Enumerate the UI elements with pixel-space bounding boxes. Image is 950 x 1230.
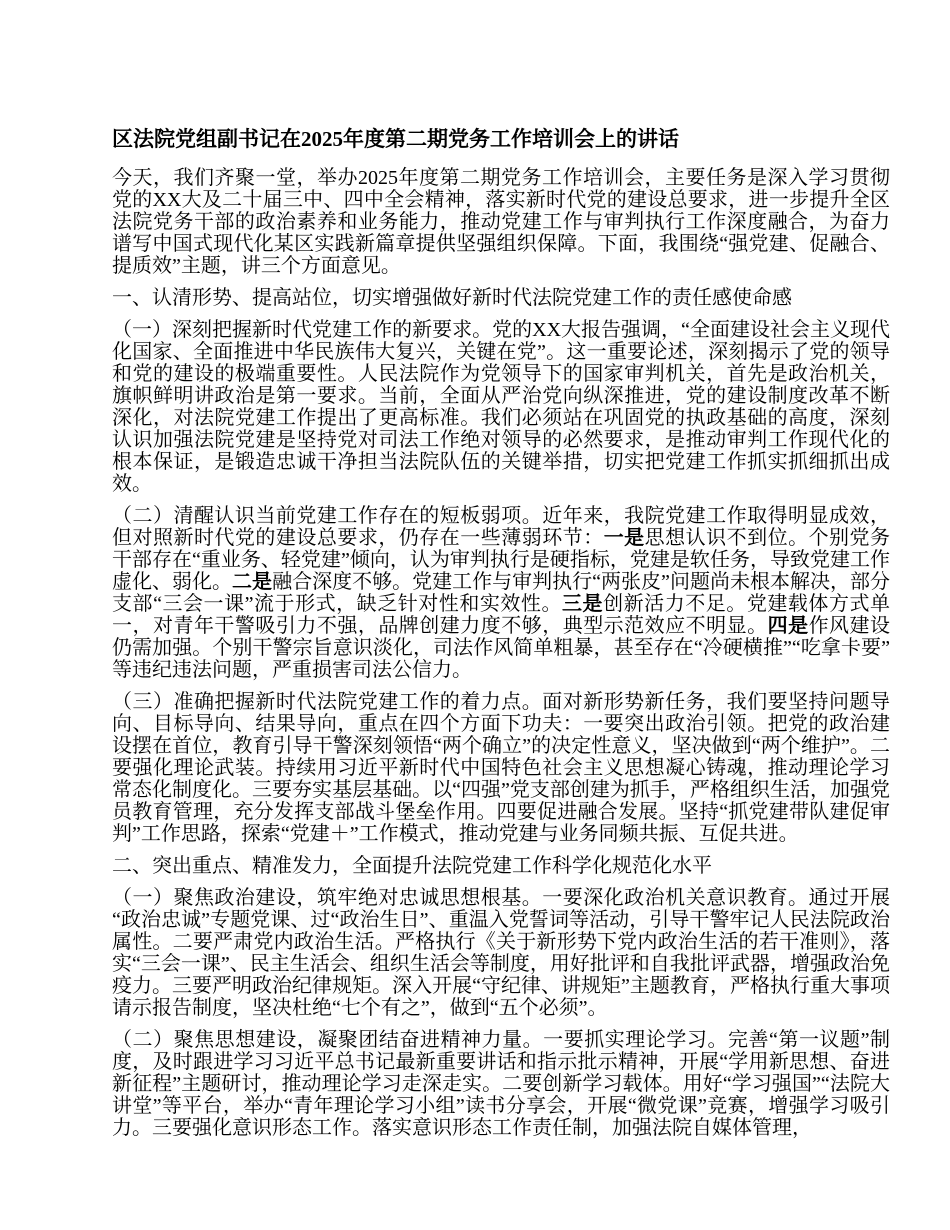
section1-heading: 一、认清形势、提高站位，切实增强做好新时代法院党建工作的责任感使命感 [112,287,792,309]
s1p2-bold-yishi: 一是 [603,527,645,549]
section2-heading: 二、突出重点、精准发力，全面提升法院党建工作科学化规范化水平 [112,855,712,877]
section1-paragraph-2 [112,505,890,681]
section2-paragraph-2: （二）聚焦思想建设，凝聚团结奋进精神力量。一要抓实理论学习。完善“第一议题”制度，及时跟进学习习近平总书记最新重要讲话和指示批示精神，开展“学用新思想、奋进新征程”主题研讨，推动理论学习走深走实。二要创新学习载体。用好“学习强国”“法院大讲堂”等平台，举办“青年理论学习小组”读书分享会，开展“微党课”竞赛，增强学习吸引力。三要强化意识形态工作。落实意识形态工作责任制，加强法院自媒体管理， [112,1029,890,1139]
section2-paragraph-1: （一）聚焦政治建设，筑牢绝对忠诚思想根基。一要深化政治机关意识教育。通过开展“政治忠诚”专题党课、过“政治生日”、重温入党誓词等活动，引导干警牢记人民法院政治属性。二要严肃党内政治生活。严格执行《关于新形势下党内政治生活的若干准则》，落实“三会一课”、民主生活会、组织生活会等制度，用好批评和自我批评武器，增强政治免疫力。三要严明政治纪律规矩。深入开展“守纪律、讲规矩”主题教育，严格执行重大事项请示报告制度，坚决杜绝“七个有之”，做到“五个必须”。 [112,887,890,1019]
s1p2-bold-sanshi: 三是 [562,593,604,615]
s1p2-seg0: （二）清醒认识当前党建工作存在的短板弱项。近年来，我院党建工作取得明显成效，但对照新时代党的建设总要求，仍存在一些薄弱环节： [112,505,890,549]
section1-paragraph-1: （一）深刻把握新时代党建工作的新要求。党的XX大报告强调，“全面建设社会主义现代化国家、全面推进中华民族伟大复兴，关键在党”。这一重要论述，深刻揭示了党的领导和党的建设的极端重要性。人民法院作为党领导下的国家审判机关，首先是政治机关，旗帜鲜明讲政治是第一要求。当前，全面从严治党向纵深推进，党的建设制度改革不断深化，对法院党建工作提出了更高标准。我们必须站在巩固党的执政基础的高度，深刻认识加强法院党建是坚持党对司法工作绝对领导的必然要求，是推动审判工作现代化的根本保证，是锻造忠诚干净担当法院队伍的关键举措，切实把党建工作抓实抓细抓出成效。 [112,319,890,495]
s1p2-bold-ershi: 二是 [232,571,273,593]
s1p2-seg1: 思想认识不到位。个别党务干部存在“重业务、轻党建”倾向，认为审判执行是硬指标，党建是软任务，导致党建工作虚化、弱化。 [112,527,891,593]
s1p2-seg2: 融合深度不够。党建工作与审判执行“两张皮”问题尚未根本解决，部分支部“三会一课”流于形式，缺乏针对性和实效性。 [112,571,891,615]
document-title: 区法院党组副书记在2025年度第二期党务工作培训会上的讲话 [112,127,679,151]
s1p2-seg4: 作风建设仍需加强。个别干警宗旨意识淡化，司法作风简单粗暴，甚至存在“冷硬横推”“吃拿卡要”等违纪违法问题，严重损害司法公信力。 [112,615,891,681]
intro-paragraph: 今天，我们齐聚一堂，举办2025年度第二期党务工作培训会，主要任务是深入学习贯彻党的XX大及二十届三中、四中全会精神，落实新时代党的建设总要求，进一步提升全区法院党务干部的政治素养和业务能力，推动党建工作与审判执行工作深度融合，为奋力谱写中国式现代化某区实践新篇章提供坚强组织保障。下面，我围绕“强党建、促融合、提质效”主题，讲三个方面意见。 [112,167,890,277]
section1-paragraph-3: （三）准确把握新时代法院党建工作的着力点。面对新形势新任务，我们要坚持问题导向、目标导向、结果导向，重点在四个方面下功夫：一要突出政治引领。把党的政治建设摆在首位，教育引导干警深刻领悟“两个确立”的决定性意义，坚决做到“两个维护”。二要强化理论武装。持续用习近平新时代中国特色社会主义思想凝心铸魂，推动理论学习常态化制度化。三要夯实基层基础。以“四强”党支部创建为抓手，严格组织生活，加强党员教育管理，充分发挥支部战斗堡垒作用。四要促进融合发展。坚持“抓党建带队建促审判”工作思路，探索“党建＋”工作模式，推动党建与业务同频共振、互促共进。 [112,691,890,845]
s1p2-seg3: 创新活力不足。党建载体方式单一，对青年干警吸引力不强，品牌创建力度不够，典型示范效应不明显。 [112,593,891,637]
document-body [112,126,890,1149]
s1p2-bold-sishi: 四是 [767,615,809,637]
